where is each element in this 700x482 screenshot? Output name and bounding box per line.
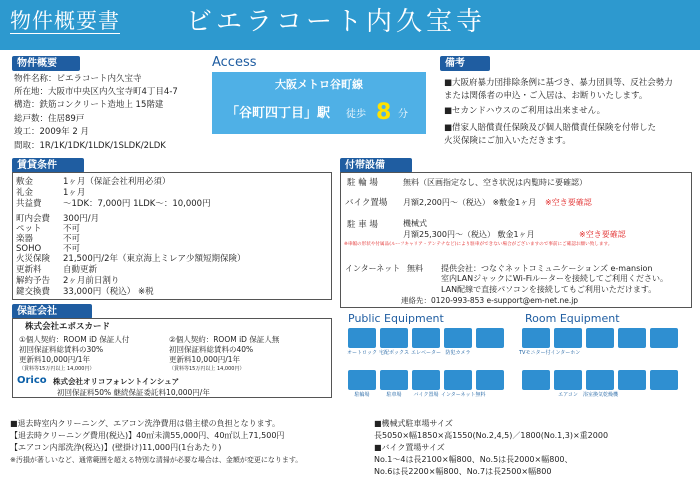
guarantor-company: 株式会社エポスカード (25, 322, 111, 332)
park-note: ※空き要確認 (579, 230, 626, 239)
doc-title: 物件概要書 (10, 9, 120, 33)
equipment-icon (444, 370, 472, 390)
orico-terms: 初回保証料50% 継続保証委託料10,000円/年 (57, 388, 210, 397)
plan1-line: （賃料等15万円以上 14,000円） (19, 366, 95, 372)
equipment-icon (476, 370, 504, 390)
equipment-label: TVモニター付インターホン (519, 350, 581, 356)
rental-value: 2ヶ月前日割り (63, 276, 120, 286)
rental-value: 21,500円/2年（東京海上ミレア少額短期保険） (63, 254, 246, 264)
plan1-line: 初回保証料総賃料の30% (19, 345, 104, 354)
cleaning-line: ※汚損が著しいなど、通常範囲を超える特別な清掃が必要な場合は、金額が変更になります。 (10, 456, 303, 464)
equipment-label: 防犯カメラ (445, 350, 471, 356)
net-label: インターネット (345, 264, 401, 273)
park-label: 駐 車 場 (347, 220, 378, 230)
rental-value: 不可 (63, 234, 81, 244)
access-walk: 徒歩 (346, 109, 366, 120)
size-line: No.1～4は長2100×幅800、No.5は長2000×幅800、 (374, 455, 573, 464)
park-type: 機械式 (403, 219, 427, 228)
public-equipment-heading: Public Equipment (348, 312, 444, 325)
remark-line: 火災保険にご加入いただきます。 (444, 136, 571, 146)
size-line: ■バイク置場サイズ (374, 443, 445, 452)
size-line: No.6は長2200×幅800、No.7は長2500×幅800 (374, 467, 552, 476)
equipment-label: インターネット無料 (441, 392, 486, 398)
overview-line: 物件名称：ビエラコート内久宝寺 (14, 74, 142, 84)
park-warning: ※車幅の形状や付属品(ルーフキャリア・アンテナなど)により駐車ができない場合がございますので事前にご確認お願い致します。 (344, 242, 613, 247)
bike-label: 駐 輪 場 (347, 178, 378, 188)
rental-label: ペット (16, 224, 42, 234)
equipment-icon (412, 370, 440, 390)
room-equipment-grid (520, 328, 690, 414)
remark-line: ■セカンドハウスのご利用は出来ません。 (444, 106, 606, 116)
rental-value: 自動更新 (63, 265, 98, 275)
equipment-label: 浴室換気乾燥機 (583, 392, 619, 398)
equipment-label: エレベーター (410, 350, 441, 356)
equipment-icon (444, 328, 472, 348)
overview-list (14, 73, 204, 157)
property-name: ビエラコート内久宝寺 (186, 7, 487, 37)
equipment-label: エアコン (558, 392, 578, 398)
access-box (212, 72, 426, 134)
orico-logo: Orico (17, 375, 47, 386)
plan2-line: （賃料等15万円以上 14,000円） (169, 366, 245, 372)
rental-value: 33,000円（税込） ※税 (63, 287, 154, 297)
net-price: 無料 (407, 264, 423, 273)
equipment-icon (348, 328, 376, 348)
equipment-icon (522, 370, 550, 390)
rental-label: 更新料 (16, 265, 42, 275)
park-value: 月額25,300円～（税込） 敷金1ヶ月 (403, 230, 535, 239)
overview-line: 竣工：2009年 2 月 (14, 127, 89, 137)
remark-line: または関係者の申込・ご入居は、お断りいたします。 (444, 91, 648, 101)
rental-value: 不可 (63, 224, 81, 234)
overview-line: 総戸数：住居89戸 (14, 114, 85, 124)
overview-line: 所在地：大阪市中央区内久宝寺町4丁目4-7 (14, 87, 178, 97)
equipment-icon (618, 328, 646, 348)
header-banner (0, 0, 700, 50)
equipment-icon (650, 328, 678, 348)
public-equipment-grid (346, 328, 506, 414)
facilities-box (340, 172, 692, 308)
rental-value: 300円/月 (63, 214, 100, 224)
plan2-line: 更新料10,000円/1年 (169, 355, 241, 364)
equipment-label: オートロック (347, 350, 377, 356)
rental-value: 1ヶ月 (63, 188, 86, 198)
access-heading: Access (212, 55, 257, 70)
rental-box (12, 172, 332, 300)
remark-line: ■大阪府暴力団排除条例に基づき、暴力団員等、反社会勢力 (444, 78, 673, 88)
access-minutes: 8 (376, 100, 392, 125)
rental-value: 不可 (63, 244, 81, 254)
overview-heading: 物件概要 (12, 56, 80, 71)
moto-note: ※空き要確認 (545, 198, 592, 207)
room-equipment-heading: Room Equipment (525, 312, 620, 325)
equipment-icon (586, 328, 614, 348)
overview-line: 間取：1R/1K/1DK/1LDK/1SLDK/2LDK (14, 141, 166, 151)
rental-label: 楽器 (16, 234, 34, 244)
size-line: 長5050×幅1850×高1550(No.2,4,5)／1800(No.1,3)×重2000 (374, 431, 609, 440)
orico-company: 株式会社オリコフォレントインシュア (53, 377, 180, 386)
net-contact: 連絡先：0120-993-853 e-support@em-net.ne.jp (401, 296, 579, 305)
equipment-icon (554, 370, 582, 390)
bike-value: 無料（区画指定なし、空き状況は内覧時に要確認） (403, 178, 587, 187)
facilities-heading: 付帯設備 (340, 158, 412, 173)
remark-line: ■借家人賠償責任保険及び個人賠償責任保険を付帯した (444, 123, 657, 133)
equipment-label: 駐車場 (386, 392, 402, 398)
overview-line: 構造：鉄筋コンクリート造地上 15階建 (14, 100, 164, 110)
rental-label: 礼金 (16, 188, 34, 198)
rental-heading: 賃貸条件 (12, 158, 84, 173)
guarantor-box (12, 318, 332, 398)
equipment-label: 駐輪場 (354, 392, 370, 398)
rental-label: 火災保険 (16, 254, 51, 264)
rental-label: 敷金 (16, 177, 34, 187)
cleaning-line: ■退去時室内クリーニング、エアコン洗浄費用は借主様の負担となります。 (10, 419, 281, 428)
plan1-line: 更新料10,000円/1年 (19, 355, 91, 364)
moto-value: 月額2,200円～（税込） ※敷金1ヶ月 (403, 198, 537, 207)
cleaning-line: 【退去時クリーニング費用(税込)】40㎡未満55,000円、40㎡以上71,500円 (10, 431, 285, 440)
equipment-icon (650, 370, 678, 390)
equipment-icon (476, 328, 504, 348)
equipment-icon (380, 328, 408, 348)
equipment-label: バイク置場 (413, 392, 439, 398)
rental-value: 1ヶ月（保証会社利用必須） (63, 177, 171, 187)
rental-label: 鍵交換費 (16, 287, 51, 297)
plan2-title: ②個人契約：ROOM iD 保証人無 (169, 335, 280, 344)
equipment-icon (412, 328, 440, 348)
equipment-icon (348, 370, 376, 390)
plan1-title: ①個人契約：ROOM iD 保証人付 (19, 335, 130, 344)
net-provider: 提供会社：つなぐネットコミュニケーションズ e-mansion (441, 264, 653, 273)
equipment-icon (380, 370, 408, 390)
guarantor-heading: 保証会社 (12, 304, 92, 319)
remarks-heading: 備考 (440, 56, 490, 71)
equipment-icon (522, 328, 550, 348)
access-station: 「谷町四丁目」駅 (226, 106, 331, 121)
access-unit: 分 (398, 109, 408, 120)
equipment-icon (618, 370, 646, 390)
equipment-icon (586, 370, 614, 390)
rental-value: ～1DK：7,000円 1LDK～：10,000円 (63, 199, 211, 209)
equipment-icon (554, 328, 582, 348)
rental-label: 解約予告 (16, 276, 51, 286)
access-line: 大阪メトロ谷町線 (275, 78, 363, 91)
cleaning-line: 【エアコン内部洗浄(税込)】(壁掛け)11,000円(1台あたり) (10, 443, 222, 452)
rental-label: 町内会費 (16, 214, 51, 224)
rental-label: SOHO (16, 244, 42, 254)
equipment-label: 宅配ボックス (379, 350, 409, 356)
rental-label: 共益費 (16, 199, 42, 209)
moto-label: バイク置場 (345, 198, 388, 208)
net-line: 室内LANジャックにWi-Fiルーターを接続してご利用ください。 (441, 274, 669, 283)
net-line: LAN配線で直接パソコンを接続してもご利用いただけます。 (441, 285, 657, 294)
plan2-line: 初回保証料総賃料の40% (169, 345, 254, 354)
size-line: ■機械式駐車場サイズ (374, 419, 453, 428)
